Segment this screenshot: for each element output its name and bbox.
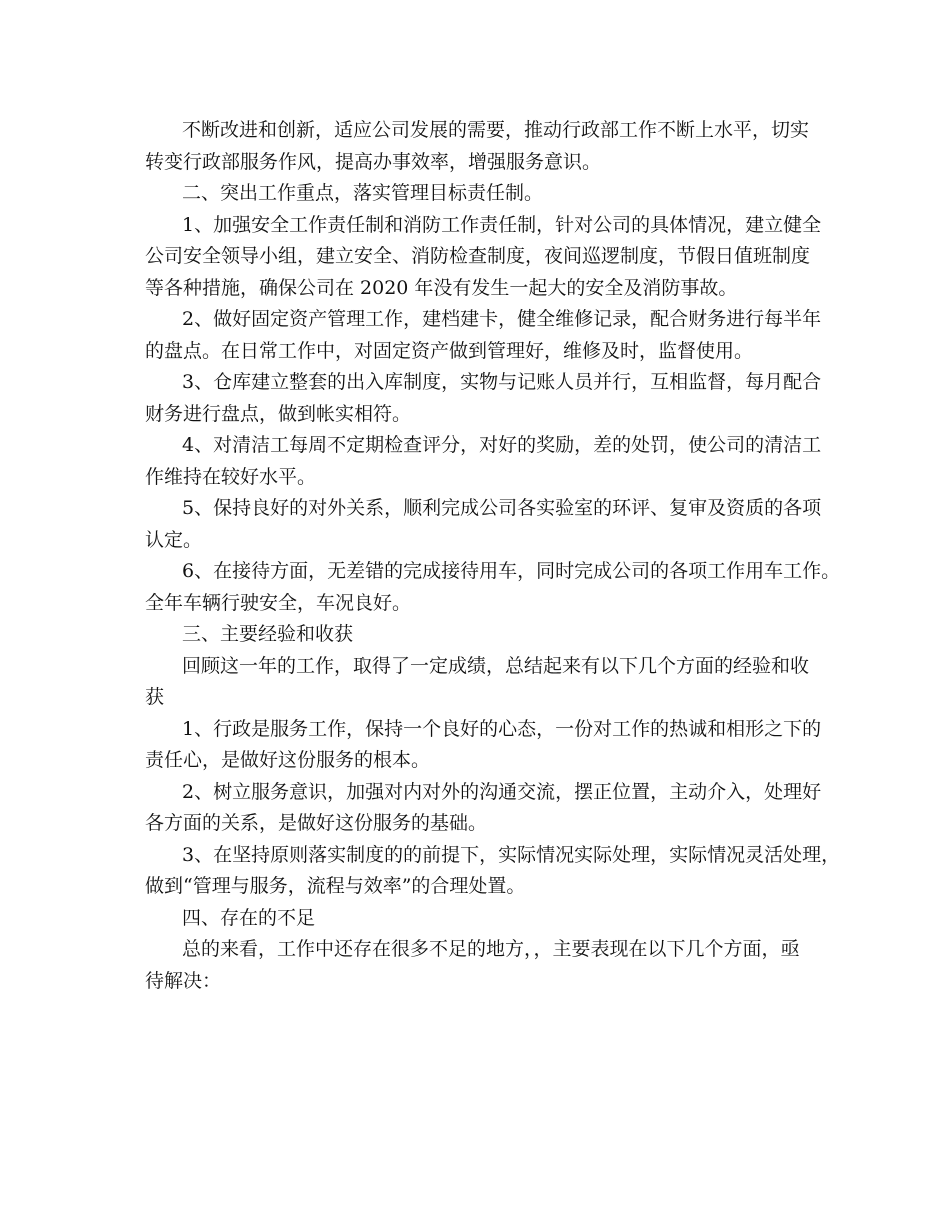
text-line: 4、对清洁工每周不定期检查评分，对好的奖励，差的处罚，使公司的清洁工 (182, 434, 822, 456)
text-line: 待解决： (145, 969, 222, 992)
text-line: 不断改进和创新，适应公司发展的需要，推动行政部工作不断上水平，切实 (182, 119, 810, 141)
section-heading: 四、存在的不足 (182, 906, 316, 929)
text-line: 1、加强安全工作责任制和消防工作责任制，针对公司的具体情况，建立健全 (182, 213, 822, 236)
text-line: 财务进行盘点，做到帐实相符。 (145, 402, 412, 425)
section-heading: 二、突出工作重点，落实管理目标责任制。 (182, 182, 544, 204)
text-line: 1、行政是服务工作，保持一个良好的心态，一份对工作的热诚和相形之下的 (182, 717, 822, 740)
text-line: 等各种措施，确保公司在 2020 年没有发生一起大的安全及消防事故。 (145, 276, 738, 299)
text-line: 2、树立服务意识，加强对内对外的沟通交流，摆正位置，主动介入，处理好 (182, 780, 822, 803)
text-line: 获 (145, 686, 165, 708)
text-line: 各方面的关系，是做好这份服务的基础。 (145, 812, 488, 834)
text-line: 公司安全领导小组，建立安全、消防检查制度，夜间巡逻制度，节假日值班制度 (145, 245, 811, 267)
text-line: 的盘点。在日常工作中，对固定资产做到管理好，维修及时，监督使用。 (145, 339, 754, 362)
section-heading: 三、主要经验和收获 (182, 623, 354, 645)
text-line: 2、做好固定资产管理工作，建档建卡，健全维修记录，配合财务进行每半年 (182, 308, 822, 330)
text-line: 认定。 (145, 528, 203, 551)
text-line: 3、在坚持原则落实制度的的前提下，实际情况实际处理，实际情况灵活处理， (182, 843, 841, 866)
text-line: 做到“管理与服务，流程与效率”的合理处置。 (145, 875, 526, 897)
text-line: 转变行政部服务作风，提高办事效率，增强服务意识。 (145, 150, 602, 173)
text-line: 6、在接待方面，无差错的完成接待用车，同时完成公司的各项工作用车工作。 (182, 560, 841, 582)
text-line: 3、仓库建立整套的出入库制度，实物与记账人员并行，互相监督，每月配合 (182, 371, 822, 393)
text-line: 全年车辆行驶安全，车况良好。 (145, 591, 412, 614)
text-line: 作维持在较好水平。 (145, 465, 317, 488)
document-body (145, 115, 841, 997)
text-line: 总的来看，工作中还存在很多不足的地方，，主要表现在以下几个方面，亟 (182, 938, 800, 960)
text-line: 责任心，是做好这份服务的根本。 (145, 749, 431, 771)
text-line: 回顾这一年的工作，取得了一定成绩，总结起来有以下几个方面的经验和收 (182, 654, 810, 677)
text-line: 5、保持良好的对外关系，顺利完成公司各实验室的环评、复审及资质的各项 (182, 497, 822, 519)
